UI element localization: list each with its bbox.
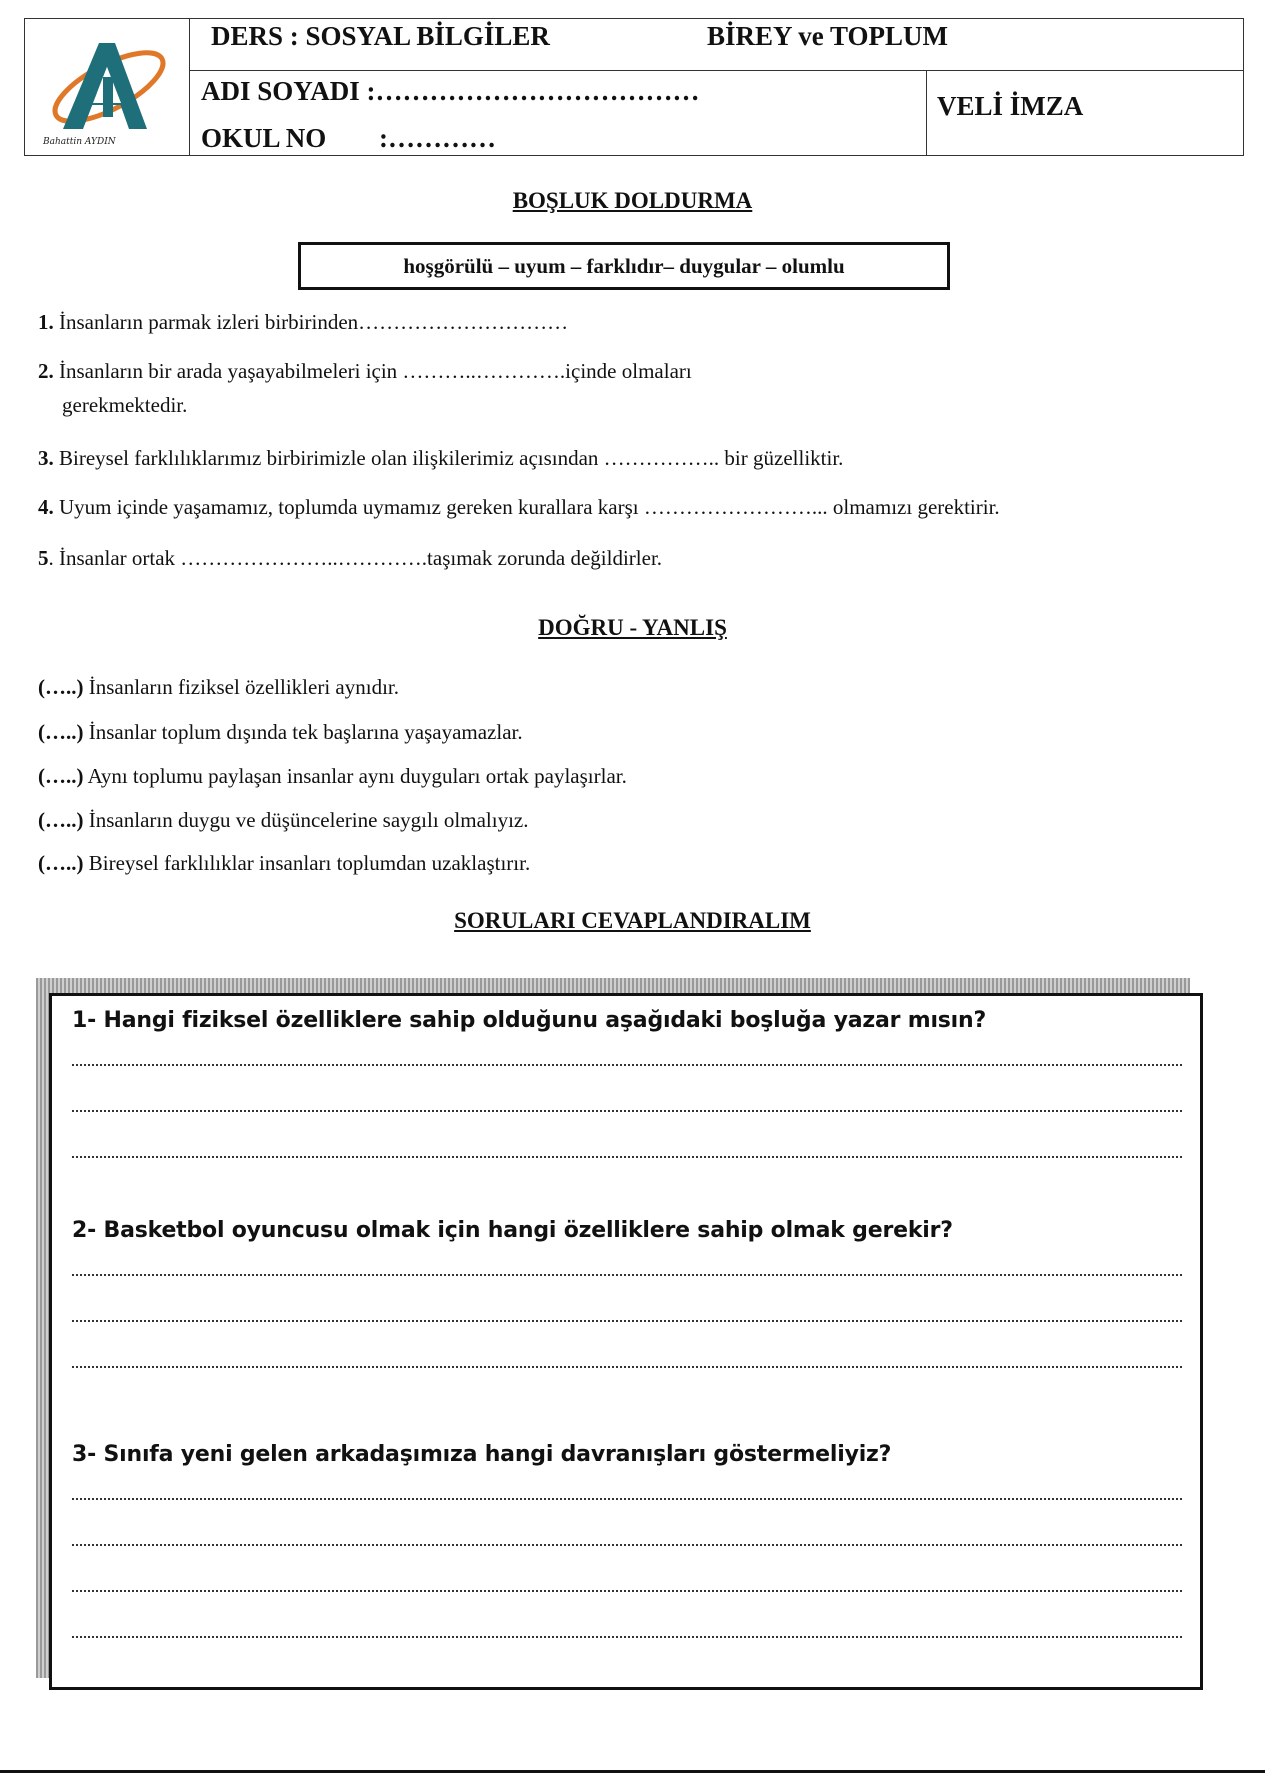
topic-title: BİREY ve TOPLUM bbox=[707, 21, 949, 51]
tf-item bbox=[38, 764, 1238, 789]
answer-line[interactable] bbox=[72, 1274, 1182, 1276]
fill-item-number: 2. bbox=[38, 359, 54, 383]
fill-item-text: Bireysel farklılıklarımız birbirimizle olan ilişkilerimiz açısından …………….. bir güzelliktir. bbox=[53, 446, 844, 470]
tf-statement: Aynı toplumu paylaşan insanlar aynı duyguları ortak paylaşırlar. bbox=[83, 764, 627, 788]
qa-section-title: SORULARI CEVAPLANDIRALIM bbox=[454, 908, 811, 933]
answer-line[interactable] bbox=[72, 1366, 1182, 1368]
logo-cell bbox=[25, 19, 190, 155]
fill-item-continuation: gerekmektedir. bbox=[62, 393, 188, 417]
answer-line[interactable] bbox=[72, 1636, 1182, 1638]
tf-answer-blank[interactable]: (…..) bbox=[38, 764, 84, 788]
parent-signature-label: VELİ İMZA bbox=[937, 91, 1084, 121]
tf-item bbox=[38, 808, 1238, 833]
answer-line[interactable] bbox=[72, 1110, 1182, 1112]
tf-section-title: DOĞRU - YANLIŞ bbox=[538, 615, 727, 640]
header-row-subject bbox=[189, 19, 1243, 71]
logo-signature: Bahattin AYDIN bbox=[43, 137, 116, 147]
school-no-field[interactable] bbox=[201, 123, 496, 154]
word-bank-box: hoşgörülü – uyum – farklıdır– duygular – olumlu bbox=[298, 242, 950, 290]
fill-item bbox=[38, 441, 1253, 475]
question-1: 1- Hangi fiziksel özelliklere sahip olduğunu aşağıdaki boşluğa yazar mısın? bbox=[72, 1008, 987, 1033]
question-3: 3- Sınıfa yeni gelen arkadaşımıza hangi davranışları göstermeliyiz? bbox=[72, 1442, 892, 1467]
name-field-label[interactable]: ADI SOYADI :……………………………… bbox=[201, 76, 700, 106]
fill-item-number: 5 bbox=[38, 546, 49, 570]
tf-item bbox=[38, 675, 1238, 700]
subject-title: DERS : SOSYAL BİLGİLER bbox=[211, 21, 550, 51]
header-row-student bbox=[189, 70, 927, 155]
tf-statement: İnsanların fiziksel özellikleri aynıdır. bbox=[83, 675, 399, 699]
answer-line[interactable] bbox=[72, 1544, 1182, 1546]
fill-item bbox=[38, 490, 1253, 524]
answer-line[interactable] bbox=[72, 1498, 1182, 1500]
tf-statement: Bireysel farklılıklar insanları toplumdan uzaklaştırır. bbox=[83, 851, 531, 875]
tf-answer-blank[interactable]: (…..) bbox=[38, 720, 84, 744]
tf-answer-blank[interactable]: (…..) bbox=[38, 675, 84, 699]
answer-line[interactable] bbox=[72, 1590, 1182, 1592]
fill-item-text: Uyum içinde yaşamamız, toplumda uymamız gereken kurallara karşı ……………………... olmamızı gerektirir. bbox=[53, 495, 1000, 519]
worksheet-header bbox=[24, 18, 1244, 156]
answer-line[interactable] bbox=[72, 1320, 1182, 1322]
tf-item bbox=[38, 851, 1238, 876]
fill-item-text: İnsanların parmak izleri birbirinden………………………… bbox=[53, 310, 569, 334]
tf-statement: İnsanlar toplum dışında tek başlarına yaşayamazlar. bbox=[83, 720, 523, 744]
tf-statement: İnsanların duygu ve düşüncelerine saygılı olmalıyız. bbox=[83, 808, 529, 832]
tf-answer-blank[interactable]: (…..) bbox=[38, 808, 84, 832]
triangle-a-logo-icon bbox=[37, 37, 177, 137]
fill-item bbox=[38, 541, 1253, 575]
question-2: 2- Basketbol oyuncusu olmak için hangi özelliklere sahip olmak gerekir? bbox=[72, 1218, 953, 1243]
fill-item-number: 3. bbox=[38, 446, 54, 470]
fill-section-title: BOŞLUK DOLDURMA bbox=[512, 188, 753, 213]
fill-item bbox=[38, 354, 1253, 422]
school-no-label: OKUL NO bbox=[201, 123, 327, 153]
answer-line[interactable] bbox=[72, 1064, 1182, 1066]
fill-item-text: İnsanların bir arada yaşayabilmeleri için ………..………….içinde olmaları bbox=[53, 359, 692, 383]
bottom-rule bbox=[0, 1770, 1265, 1773]
tf-answer-blank[interactable]: (…..) bbox=[38, 851, 84, 875]
fill-item bbox=[38, 305, 1253, 339]
tf-item bbox=[38, 720, 1238, 745]
fill-item-text: . İnsanlar ortak …………………..………….taşımak zorunda değildirler. bbox=[48, 546, 663, 570]
school-no-blank: :………… bbox=[379, 123, 497, 153]
questions-box bbox=[49, 993, 1203, 1690]
fill-item-number: 1. bbox=[38, 310, 54, 334]
answer-line[interactable] bbox=[72, 1156, 1182, 1158]
fill-item-number: 4. bbox=[38, 495, 54, 519]
